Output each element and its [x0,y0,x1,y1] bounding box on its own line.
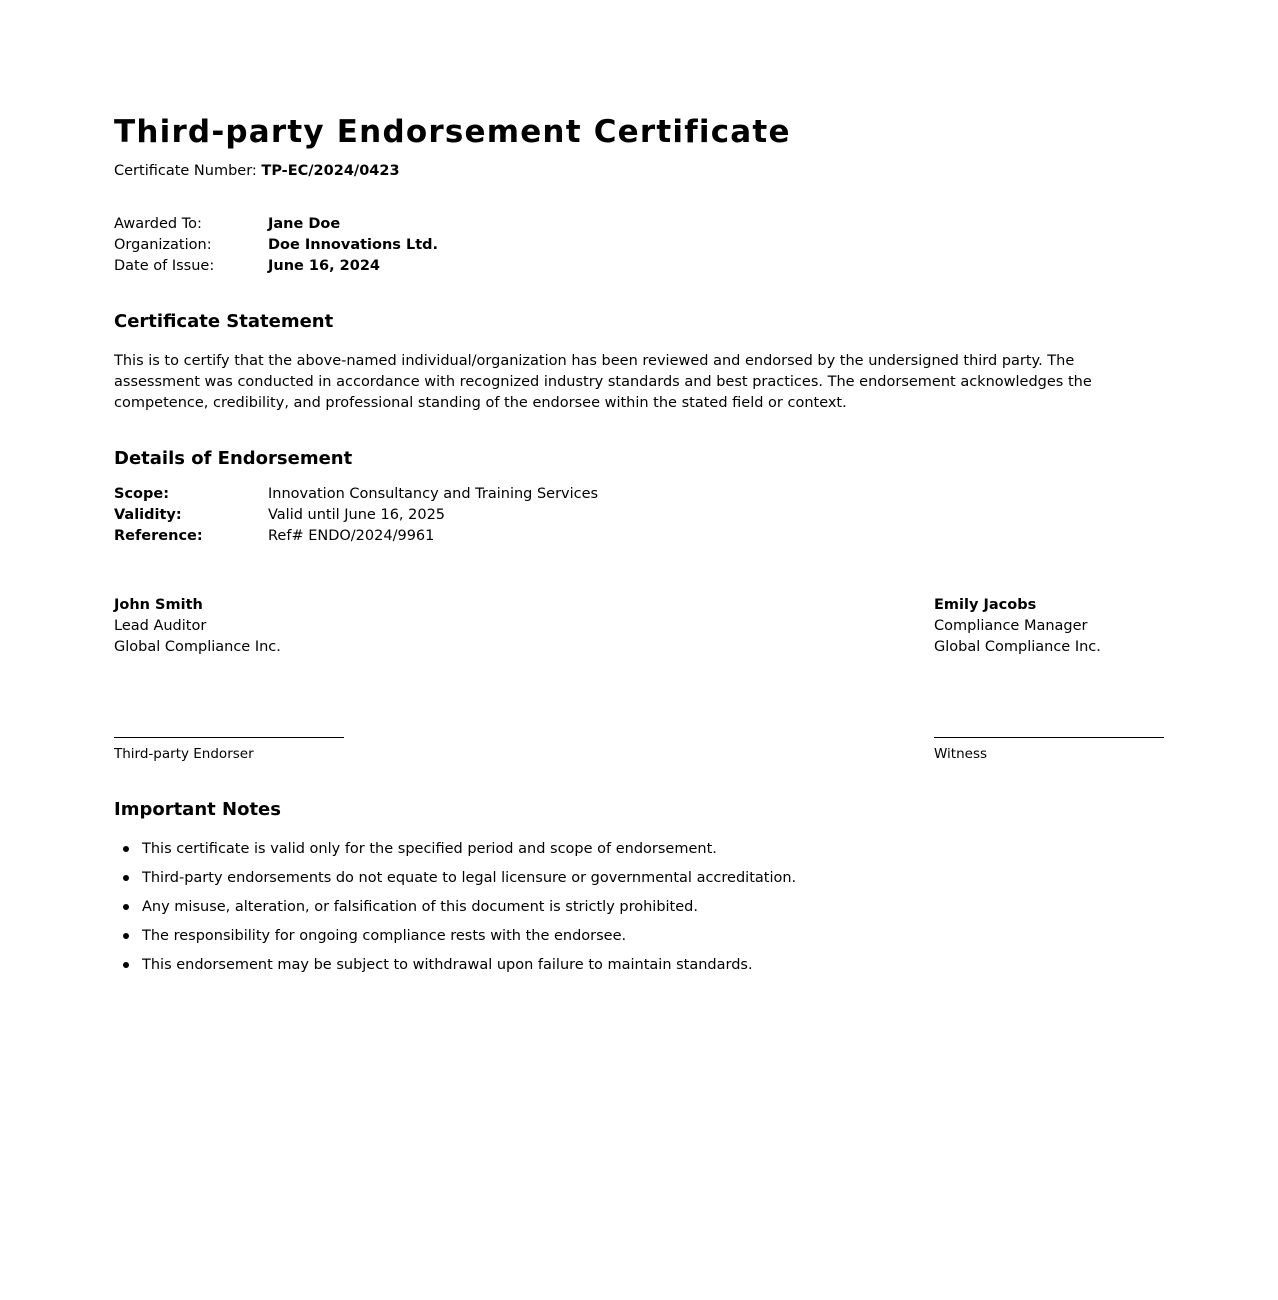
organization-value: Doe Innovations Ltd. [268,237,439,253]
list-item [114,868,796,889]
endorser-signatory [114,595,281,658]
date-of-issue-label: Date of Issue: [114,258,215,274]
certificate-number-label: Certificate Number: [114,163,257,179]
date-of-issue-value: June 16, 2024 [268,258,381,274]
note-text: This endorsement may be subject to withdrawal upon failure to maintain standards. [142,957,753,973]
list-item [114,897,796,918]
witness-signature-line [934,737,1164,738]
notes-list [114,839,796,984]
list-item [114,839,796,860]
scope-row [114,484,598,505]
endorser-signature-line [114,737,344,738]
bullet-icon [123,933,129,939]
bullet-icon [123,904,129,910]
reference-row [114,526,598,547]
endorser-name: John Smith [114,597,203,613]
note-text: This certificate is valid only for the specified period and scope of endorsement. [142,841,717,857]
endorser-role-label: Third-party Endorser [114,746,254,762]
witness-role-label: Witness [934,746,988,762]
certificate-number [114,161,400,182]
note-text: Any misuse, alteration, or falsification of this document is strictly prohibited. [142,899,698,915]
endorser-organization: Global Compliance Inc. [114,639,281,655]
details-heading: Details of Endorsement [114,448,353,469]
bullet-icon [123,962,129,968]
reference-value: Ref# ENDO/2024/9961 [268,528,435,544]
statement-text: This is to certify that the above-named individual/organization has been reviewed and endorsed by the undersigned third party. The assessment was conducted in accordance with recognized industry standards and best practices. The endorsement acknowledges the competence, credibility, and professional standing of the endorsee within the stated field or context. [114,353,1092,411]
certificate-number-value: TP-EC/2024/0423 [261,163,400,179]
validity-label: Validity: [114,507,182,523]
reference-label: Reference: [114,528,203,544]
witness-name: Emily Jacobs [934,597,1037,613]
note-text: Third-party endorsements do not equate to legal licensure or governmental accreditation. [142,870,797,886]
endorser-title: Lead Auditor [114,618,207,634]
organization-label: Organization: [114,237,212,253]
witness-organization: Global Compliance Inc. [934,639,1101,655]
certificate-title: Third-party Endorsement Certificate [114,114,791,150]
bullet-icon [123,846,129,852]
list-item [114,926,796,947]
scope-value: Innovation Consultancy and Training Services [268,486,599,502]
organization-row [114,235,438,256]
statement-heading: Certificate Statement [114,311,334,332]
list-item [114,955,796,976]
endorsement-details [114,484,598,547]
witness-signatory [934,595,1101,658]
awarded-to-label: Awarded To: [114,216,202,232]
witness-title: Compliance Manager [934,618,1088,634]
notes-heading: Important Notes [114,799,281,820]
note-text: The responsibility for ongoing compliance rests with the endorsee. [142,928,627,944]
awarded-to-row [114,214,438,235]
bullet-icon [123,875,129,881]
date-of-issue-row [114,256,438,277]
validity-value: Valid until June 16, 2025 [268,507,446,523]
awarded-to-value: Jane Doe [268,216,341,232]
recipient-info [114,214,438,277]
validity-row [114,505,598,526]
scope-label: Scope: [114,486,170,502]
